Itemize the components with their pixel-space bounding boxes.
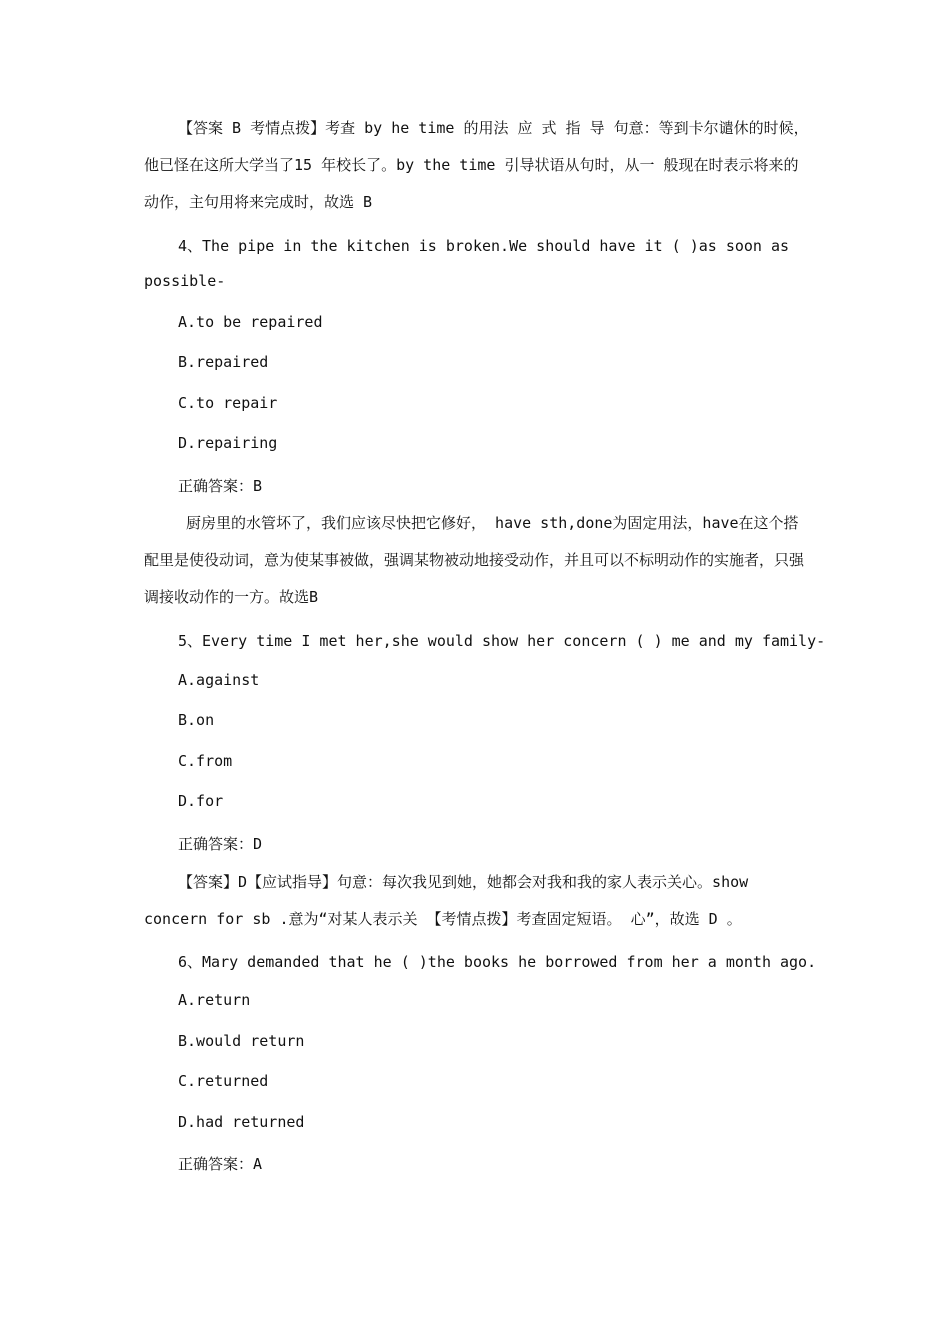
- question-4-stem: 4、The pipe in the kitchen is broken.We should have it ( )as soon as: [178, 237, 790, 255]
- q5-correct-answer: 正确答案：D: [178, 835, 263, 853]
- q4-option-c: C.to repair: [178, 394, 278, 412]
- q4-option-a: A.to be repaired: [178, 313, 323, 331]
- question-5-stem: 5、Every time I met her,she would show her concern ( ) me and my family-: [178, 632, 826, 650]
- q5-option-d: D.for: [178, 792, 224, 810]
- q6-option-c: C.returned: [178, 1072, 269, 1090]
- q6-option-d: D.had returned: [178, 1113, 305, 1131]
- question-4-stem-cont: possible-: [144, 272, 226, 290]
- q5-option-a: A.against: [178, 671, 260, 689]
- q4-option-b: B.repaired: [178, 353, 269, 371]
- q5-option-b: B.on: [178, 711, 215, 729]
- q6-option-b: B.would return: [178, 1032, 305, 1050]
- q4-option-d: D.repairing: [178, 434, 278, 452]
- answer-note-q3: 【答案 B 考情点拨】考查 by he time 的用法 应 式 指 导 句意：等到卡尔谴休的时候，他已怪在这所大学当了15 年校长了。by the time 引导状语从句时，从一 般现在时表示将来的动作，主句用将来完成时，故选 B: [144, 119, 809, 211]
- question-6-stem: 6、Mary demanded that he ( )the books he borrowed from her a month ago.: [178, 953, 817, 971]
- q4-explanation: 厨房里的水管坏了，我们应该尽快把它修好， have sth,done为固定用法，have在这个搭配里是使役动词，意为使某事被做，强调某物被动地接受动作，并且可以不标明动作的实施者，只强调接收动作的一方。故选B: [144, 514, 805, 606]
- q6-option-a: A.return: [178, 991, 251, 1009]
- q4-correct-answer: 正确答案：B: [178, 477, 263, 495]
- q6-correct-answer: 正确答案：A: [178, 1155, 263, 1173]
- q5-option-c: C.from: [178, 752, 233, 770]
- q5-explanation: 【答案】D【应试指导】句意：每次我见到她，她都会对我和我的家人表示关心。show concern for sb .意为“对某人表示关 【考情点拨】考查固定短语。 心”，故选 D 。: [144, 873, 749, 928]
